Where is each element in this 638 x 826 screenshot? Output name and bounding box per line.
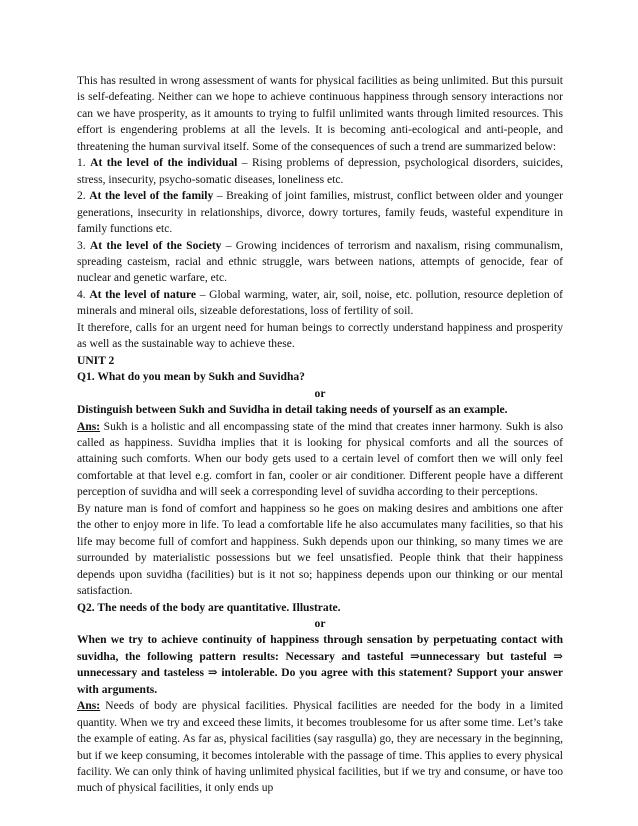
q1-or: or	[314, 387, 326, 400]
item-number: 2.	[77, 190, 86, 203]
consequence-item-3	[77, 238, 563, 287]
q2-or: or	[314, 617, 326, 630]
consequence-item-2	[77, 188, 563, 237]
intro-paragraph: This has resulted in wrong assessment of wants for physical facilities as being unlimited. But this pursuit is self-defeating. Neither can we hope to achieve continuous happiness through sensory interactions nor can we have prosperity, as it amounts to trying to fulfil unlimited wants through limited resources. This effort is engendering problems at all the levels. It is becoming anti-ecological and anti-people, and threatening the human survival itself. Some of the consequences of such a trend are summarized below:	[77, 75, 563, 153]
answer-text: Needs of body are physical facilities. Physical facilities are needed for the body in a limited quantity. When we try and exceed these limits, it becomes troublesome for us after some time. Let’s take the example of eating. As far as, physical facilities (say rasgulla) go, they are necessary in the beginning, but if we keep consuming, it becomes intolerable with the passage of time. This applies to every physical facility. We can only think of having unlimited physical facilities, but if we try and consume, or have too much of physical facilities, it only ends up	[77, 700, 563, 795]
consequence-item-4	[77, 287, 563, 320]
q1-question: Q1. What do you mean by Sukh and Suvidha?	[77, 371, 305, 384]
answer-text: Sukh is a holistic and all encompassing state of the mind that creates inner harmony. Sukh is also called as happiness. Suvidha implies that it is looking for physical comforts and all the sources of attaining such comforts. When our body gets used to a certain level of comfort then we will only feel comfortable at that level e.g. comfort in fan, cooler or air conditioner. Different people have a different perception of suvidha and will seek a corresponding level of suvidha according to their perceptions.	[77, 420, 563, 499]
item-number: 4.	[77, 288, 86, 301]
item-heading: At the level of the individual	[90, 157, 238, 170]
unit-heading: UNIT 2	[77, 354, 115, 367]
q2-alt-part-1: When we try to achieve continuity of happiness through sensation by perpetuating contact with suvidha, the following pattern results: Necessary and tasteful	[77, 634, 563, 663]
q2-question: Q2. The needs of the body are quantitative. Illustrate.	[77, 601, 341, 614]
item-text: – Growing incidences of terrorism and naxalism, rising communalism, spreading casteism, racial and ethnic struggle, wars between nations, attempts of genocide, fear of nuclear and genetic warfare, etc.	[77, 239, 564, 285]
consequence-item-1	[77, 155, 563, 188]
item-number: 1.	[77, 157, 86, 170]
q1-alt-question: Distinguish between Sukh and Suvidha in detail taking needs of yourself as an example.	[77, 404, 508, 417]
q2-alt-question	[77, 632, 563, 698]
item-heading: At the level of the family	[89, 190, 214, 203]
answer-label: Ans:	[77, 420, 101, 433]
arrow-icon: ⇒	[207, 667, 218, 680]
q2-alt-part-3: unnecessary and tasteless	[77, 667, 208, 680]
q2-alt-part-4: intolerable. Do you agree with this statement? Support your answer with arguments.	[77, 667, 564, 696]
q2-answer	[77, 698, 563, 797]
item-text: – Breaking of joint families, mistrust, conflict between older and younger generations, insecurity in relationships, divorce, dowry tortures, family feuds, wasteful expenditure in family functions etc.	[77, 190, 564, 236]
closing-paragraph: It therefore, calls for an urgent need for human beings to correctly understand happiness and prosperity as well as the sustainable way to achieve these.	[77, 321, 563, 351]
answer-label: Ans:	[77, 700, 101, 713]
q1-answer	[77, 419, 563, 501]
item-heading: At the level of the Society	[89, 239, 222, 252]
item-text: – Rising problems of depression, psychological disorders, suicides, stress, insecurity, psycho-somatic diseases, loneliness etc.	[77, 157, 564, 186]
item-text: – Global warming, water, air, soil, noise, etc. pollution, resource depletion of minerals and mineral oils, sizeable deforestations, loss of fertility of soil.	[77, 288, 564, 318]
arrow-icon: ⇒	[553, 650, 563, 663]
document-page	[77, 73, 563, 797]
arrow-icon: ⇒	[410, 650, 420, 663]
item-heading: At the level of nature	[89, 288, 197, 301]
item-number: 3.	[77, 239, 86, 252]
q1-answer-para2: By nature man is fond of comfort and happiness so he goes on making desires and ambitions one after the other to enjoy more in life. To lead a comfortable life he also accumulates many facilities, so that his life may become full of comfort and happiness. Sukh depends upon our thinking, so many times we are surrounded by materialistic possessions but we feel unsatisfied. People think that their happiness depends upon suvidha (facilities) but is it not so; happiness depends upon our thinking or our mental satisfaction.	[77, 502, 563, 598]
q2-alt-part-2: unnecessary but tasteful	[419, 650, 554, 663]
